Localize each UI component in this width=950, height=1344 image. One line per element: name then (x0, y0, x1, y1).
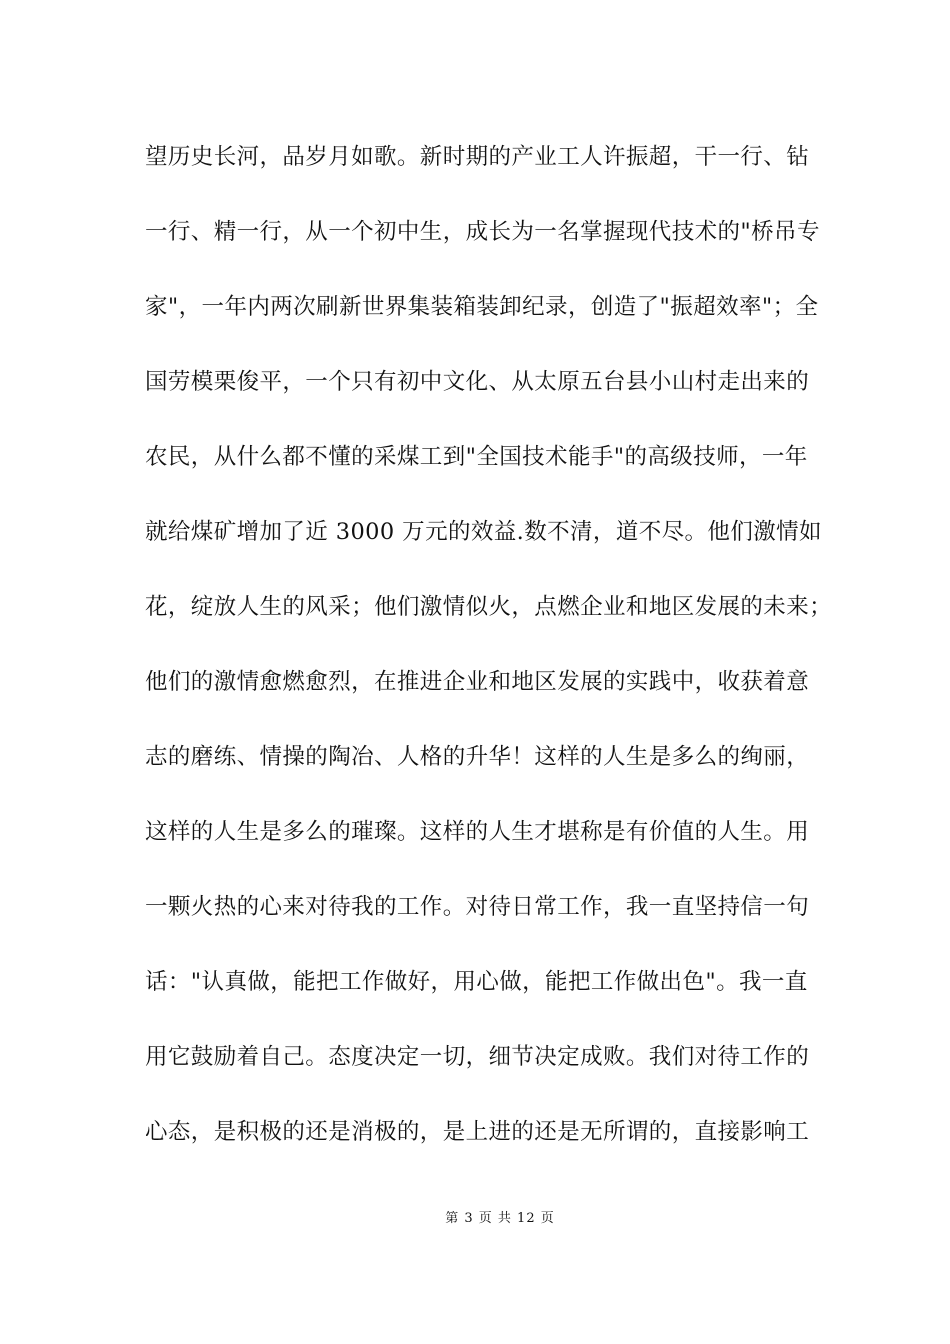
body-paragraph (145, 135, 833, 1185)
text-line: 这样的人生是多么的璀璨。这样的人生才堪称是有价值的人生。用 (145, 819, 810, 845)
text-line: 他们的激情愈燃愈烈，在推进企业和地区发展的实践中，收获着意 (145, 669, 810, 695)
page-number-footer: 第 3 页 共 12 页 (445, 1211, 555, 1226)
text-line: 农民，从什么都不懂的采煤工到"全国技术能手"的高级技师，一年 (145, 444, 808, 470)
text-line: 话："认真做，能把工作做好，用心做，能把工作做出色"。我一直 (145, 969, 808, 995)
text-line: 国劳模栗俊平，一个只有初中文化、从太原五台县小山村走出来的 (145, 369, 810, 395)
text-line: 一颗火热的心来对待我的工作。对待日常工作，我一直坚持信一句 (145, 894, 810, 920)
text-line: 就给煤矿增加了近 3000 万元的效益.数不清，道不尽。他们激情如 (145, 519, 822, 545)
text-line: 用它鼓励着自己。态度决定一切，细节决定成败。我们对待工作的 (145, 1044, 810, 1070)
text-line: 家"，一年内两次刷新世界集装箱装卸纪录，创造了"振超效率"；全 (145, 294, 819, 320)
text-line: 志的磨练、情操的陶冶、人格的升华！这样的人生是多么的绚丽， (145, 744, 810, 770)
text-line: 一行、精一行，从一个初中生，成长为一名掌握现代技术的"桥吊专 (145, 219, 820, 245)
text-line: 心态，是积极的还是消极的，是上进的还是无所谓的，直接影响工 (145, 1119, 810, 1145)
text-line: 花，绽放人生的风采；他们激情似火，点燃企业和地区发展的未来； (145, 594, 833, 620)
text-line: 望历史长河，品岁月如歌。新时期的产业工人许振超，干一行、钻 (145, 144, 810, 170)
